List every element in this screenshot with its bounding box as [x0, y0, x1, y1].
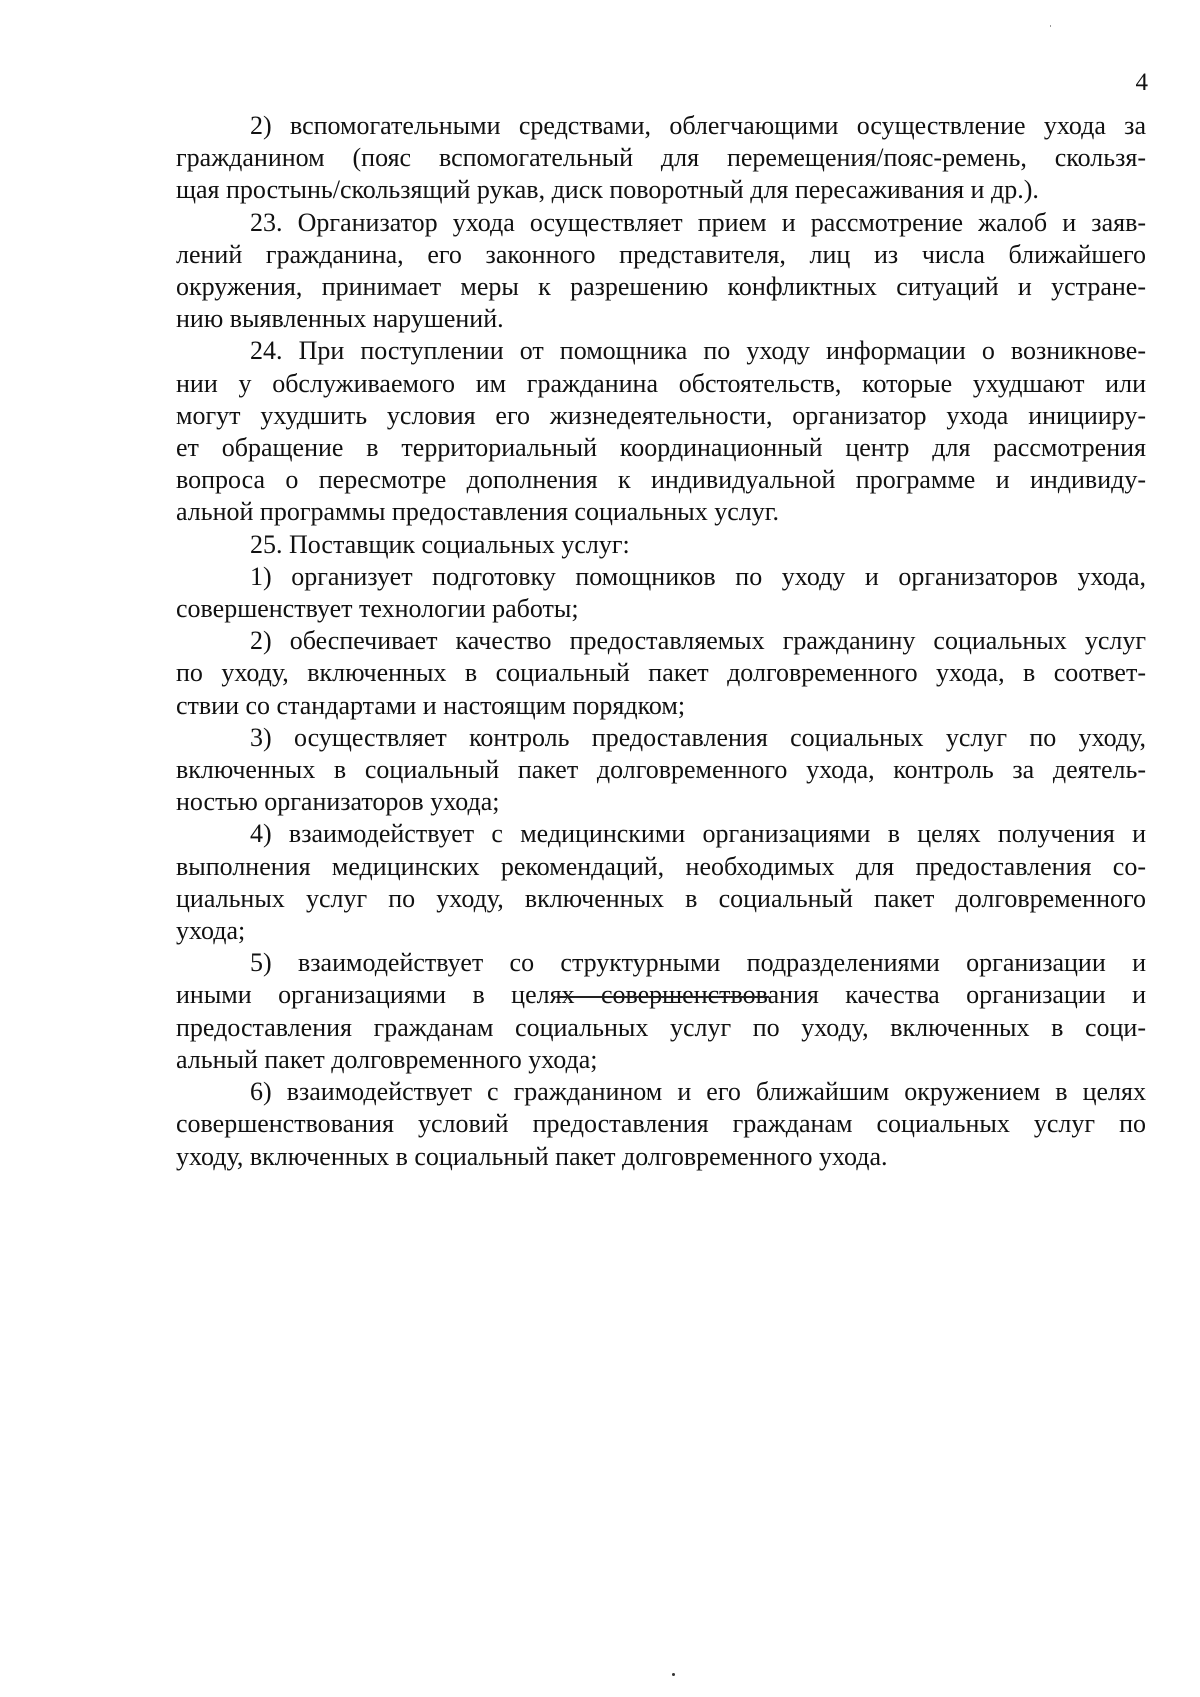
scan-speck: [672, 1673, 675, 1676]
text-line: 2) вспомогательными средствами, облегчающими осуществление ухода за: [250, 111, 1146, 140]
text-line: 1) организует подготовку помощников по уходу и организаторов ухода,: [250, 561, 1146, 591]
paragraph: [176, 335, 1146, 528]
text-line: гражданином (пояс вспомогательный для перемещения/пояс-ремень, скользя-: [176, 143, 1146, 173]
text-line: 6) взаимодействует с гражданином и его ближайшим окружением в целях: [250, 1077, 1146, 1107]
paragraph: [176, 529, 1146, 561]
text-line: уходу, включенных в социальный пакет долговременного ухода.: [176, 1141, 888, 1171]
text-line: альный пакет долговременного ухода;: [176, 1044, 598, 1074]
paragraph: [176, 110, 1146, 207]
paragraph: [176, 561, 1146, 625]
paragraph: [176, 947, 1146, 1076]
text-line: вопроса о пересмотре дополнения к индивидуальной программе и индивиду-: [176, 465, 1146, 495]
text-line: щая простынь/скользящий рукав, диск поворотный для пересаживания и др.).: [176, 175, 1039, 205]
text-line: совершенствования условий предоставления гражданам социальных услуг по: [176, 1109, 1146, 1139]
text-line: 3) осуществляет контроль предоставления социальных услуг по уходу,: [250, 722, 1146, 752]
text-line: совершенствует технологии работы;: [176, 594, 579, 624]
text-line: могут ухудшить условия его жизнедеятельности, организатор ухода иницииру-: [176, 400, 1146, 430]
text-line: циальных услуг по уходу, включенных в социальный пакет долговременного: [176, 883, 1146, 913]
text-line: нии у обслуживаемого им гражданина обстоятельств, которые ухудшают или: [176, 368, 1146, 398]
document-body: [176, 110, 1146, 1173]
text-line: включенных в социальный пакет долговременного ухода, контроль за деятель-: [176, 755, 1146, 785]
page-number: 4: [1135, 69, 1148, 96]
text-line: по уходу, включенных в социальный пакет долговременного ухода, в соответ-: [176, 658, 1146, 688]
text-line: предоставления гражданам социальных услуг по уходу, включенных в соци-: [176, 1012, 1146, 1042]
text-line: ухода;: [176, 916, 246, 946]
text-line: 4) взаимодействует с медицинскими организациями в целях получения и: [250, 819, 1146, 849]
text-line: выполнения медицинских рекомендаций, необходимых для предоставления со-: [176, 851, 1146, 881]
text-line: 24. При поступлении от помощника по уходу информации о возникнове-: [250, 336, 1146, 366]
paragraph: [176, 1076, 1146, 1173]
text-line: окружения, принимает меры к разрешению конфликтных ситуаций и устране-: [176, 272, 1146, 302]
text-line: ствии со стандартами и настоящим порядком;: [176, 690, 686, 720]
paragraph: [176, 818, 1146, 947]
text-line: 23. Организатор ухода осуществляет прием и рассмотрение жалоб и заяв-: [250, 207, 1146, 237]
text-line: 25. Поставщик социальных услуг:: [250, 529, 630, 559]
text-line: альной программы предоставления социальных услуг.: [176, 497, 780, 527]
end-separator-line: [557, 996, 769, 998]
text-line: ностью организаторов ухода;: [176, 787, 500, 817]
text-line: лений гражданина, его законного представителя, лиц из числа ближайшего: [176, 239, 1146, 269]
text-line: 2) обеспечивает качество предоставляемых гражданину социальных услуг: [250, 626, 1146, 656]
paragraph: [176, 207, 1146, 336]
text-line: ет обращение в территориальный координационный центр для рассмотрения: [176, 433, 1146, 463]
paragraph: [176, 625, 1146, 722]
scan-speck: [1050, 25, 1051, 27]
text-line: нию выявленных нарушений.: [176, 304, 504, 334]
paragraph: [176, 722, 1146, 819]
text-line: 5) взаимодействует со структурными подразделениями организации и: [250, 948, 1146, 978]
text-line: иными организациями в целях совершенствования качества организации и: [176, 980, 1146, 1010]
